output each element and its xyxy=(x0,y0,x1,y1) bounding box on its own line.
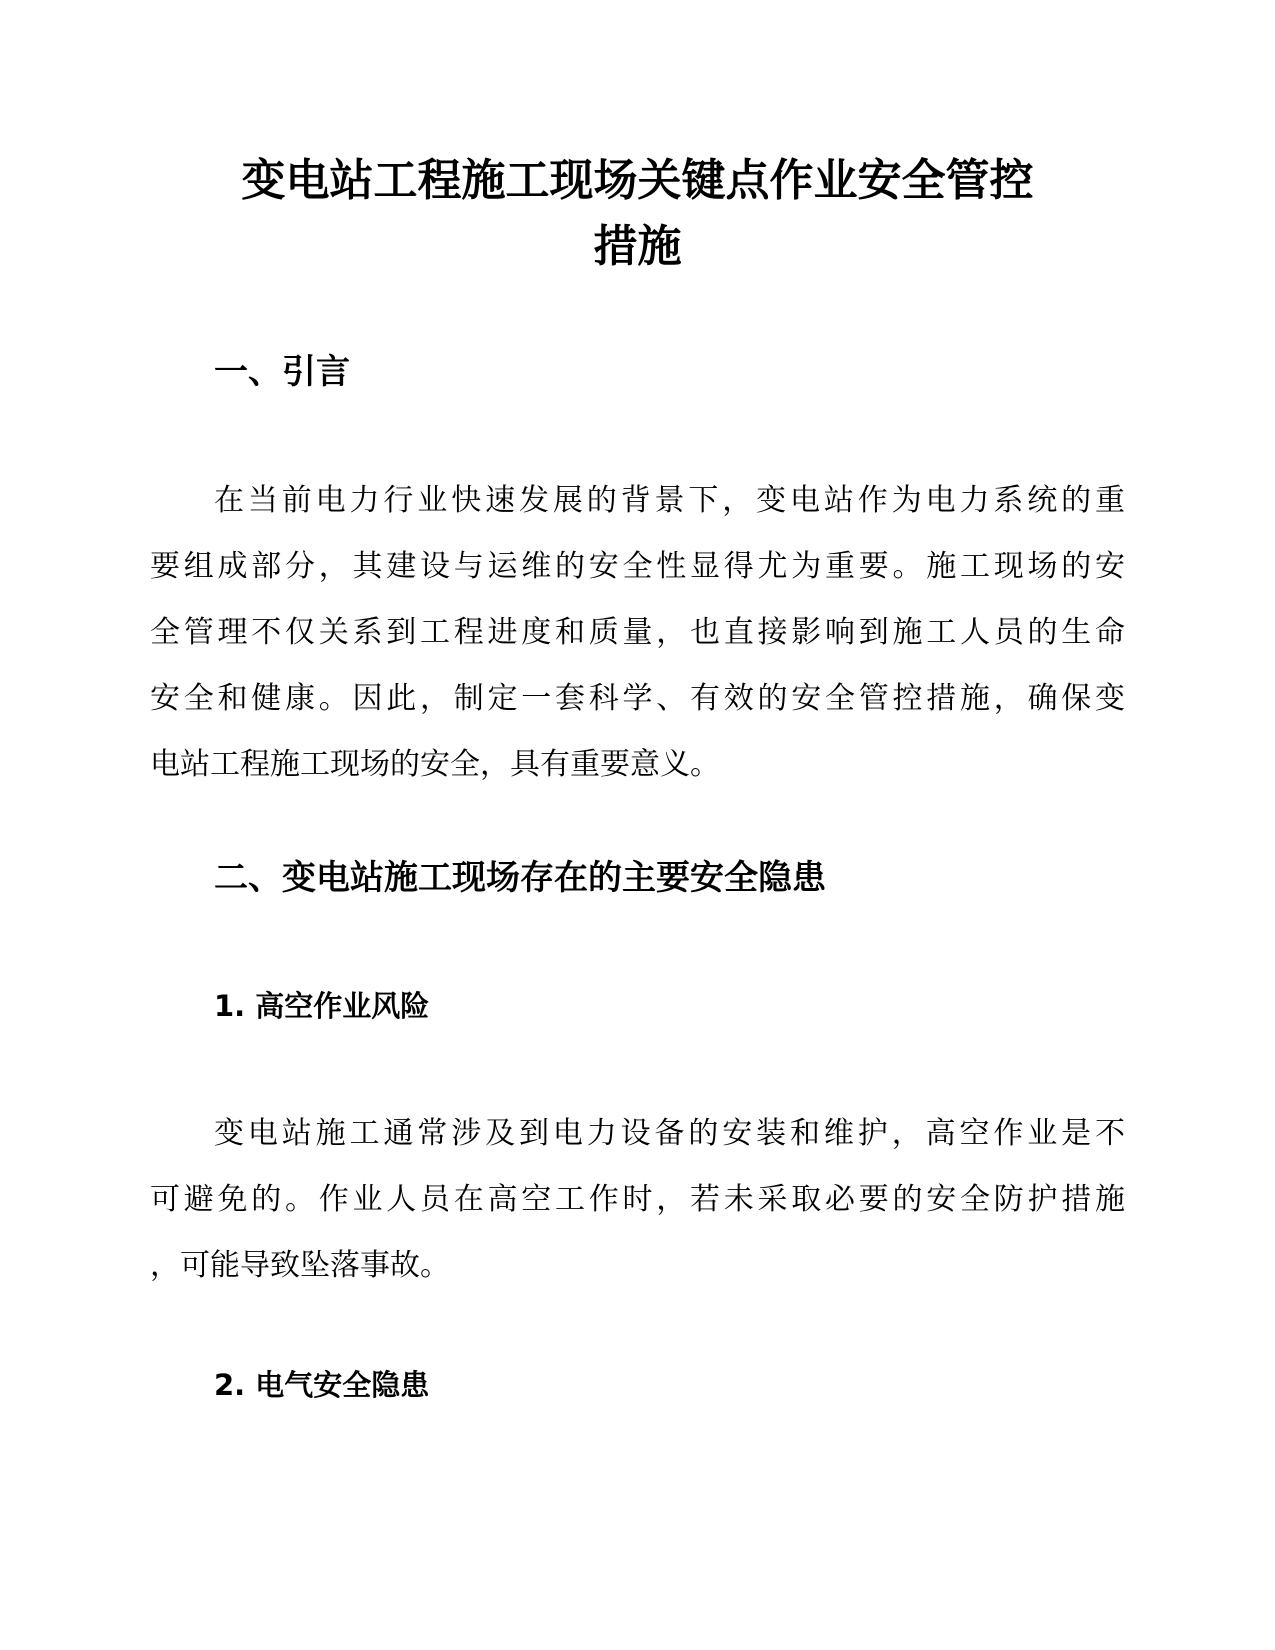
paragraph-line: 电站工程施工现场的安全，具有重要意义。 xyxy=(150,747,720,782)
document-title-line-1: 变电站工程施工现场关键点作业安全管控 xyxy=(241,155,1034,206)
paragraph-line: ，可能导致坠落事故。 xyxy=(150,1248,450,1283)
paragraph-line: 全管理不仅关系到工程进度和质量，也直接影响到施工人员的生命 xyxy=(150,615,1125,650)
document-title xyxy=(150,148,1125,280)
paragraph-line: 要组成部分，其建设与运维的安全性显得尤为重要。施工现场的安 xyxy=(150,549,1125,584)
paragraph-line: 变电站施工通常涉及到电力设备的安装和维护，高空作业是不 xyxy=(214,1116,1125,1151)
section-heading-introduction: 一、引言 xyxy=(214,352,350,392)
subsection-heading-electrical: 2. 电气安全隐患 xyxy=(214,1368,430,1402)
subsection-heading-high-altitude: 1. 高空作业风险 xyxy=(214,989,430,1023)
paragraph-line: 安全和健康。因此，制定一套科学、有效的安全管控措施，确保变 xyxy=(150,681,1125,716)
paragraph-line: 可避免的。作业人员在高空工作时，若未采取必要的安全防护措施 xyxy=(150,1182,1125,1217)
paragraph-line: 在当前电力行业快速发展的背景下，变电站作为电力系统的重 xyxy=(214,483,1125,518)
section-heading-hazards: 二、变电站施工现场存在的主要安全隐患 xyxy=(214,858,826,898)
document-title-line-2: 措施 xyxy=(593,221,682,272)
high-altitude-paragraph xyxy=(150,1101,1125,1299)
introduction-paragraph xyxy=(150,468,1125,798)
